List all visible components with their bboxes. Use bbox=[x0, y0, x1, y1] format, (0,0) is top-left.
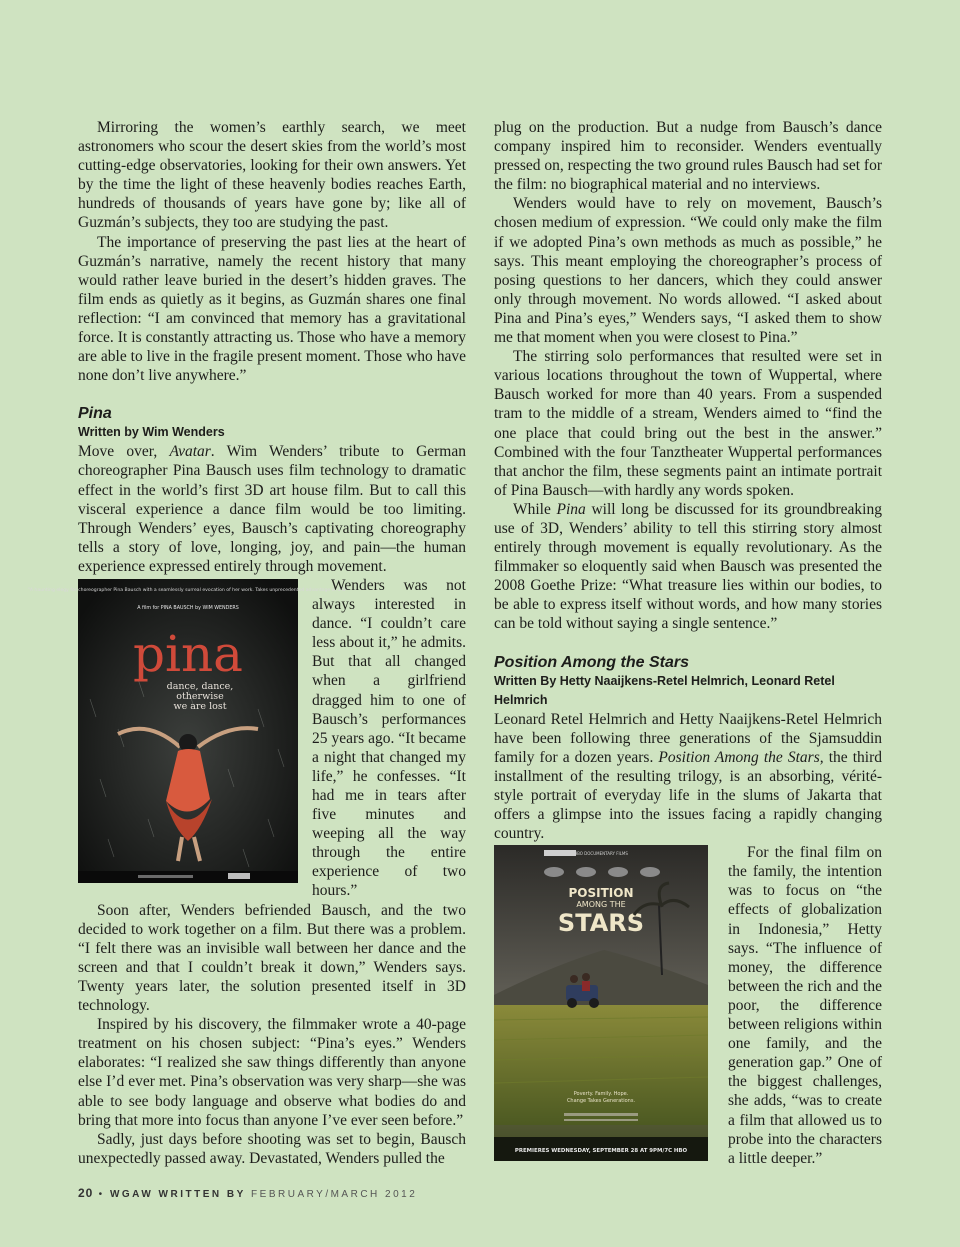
paragraph: Wenders was not always interested in dance. “I couldn’t care less about it,” he admits. But that all changed when a girlfriend dragged him to one of Bausch’s performances 25 years ago. “It became a night that changed my life,” he confesses. “It had me in tears after five minutes and weeping all the way through the entire experience of two hours.” bbox=[312, 576, 466, 900]
magazine-name: WGAW WRITTEN BY bbox=[109, 1189, 246, 1200]
issue-date: FEBRUARY/MARCH 2012 bbox=[251, 1189, 418, 1200]
poster-tagline: Change Takes Generations. bbox=[566, 1098, 636, 1105]
poster-credit: A film for PINA BAUSCH by WIM WENDERS bbox=[137, 605, 239, 611]
poster-premiere: PREMIERES WEDNESDAY, SEPTEMBER 28 AT 9PM/7C HBO bbox=[514, 1148, 688, 1155]
paragraph: Sadly, just days before shooting was set to begin, Bausch unexpectedly passed away. Devastated, Wenders pulled the bbox=[78, 1130, 466, 1167]
left-column bbox=[28, 118, 466, 1168]
poster-tagline: Poverty. Family. Hope. bbox=[573, 1091, 629, 1098]
section-title-pina: Pina bbox=[78, 405, 112, 423]
text-run: Leonard Retel Helmrich and Hetty Naaijkens-Retel Helmrich have been following three generations of the Sjamsuddin family for a dozen years. bbox=[494, 710, 882, 766]
poster-quote-line: “A haunting elegy for choreographer Pina Bausch with a seamlessly surreal evocation of her work. Takes unprecedented advantage of 3-D” bbox=[28, 587, 348, 593]
page-footer bbox=[78, 1186, 417, 1200]
paragraph: For the final film on the family, the intention was to focus on “the effects of globalization in Indonesia,” Hetty says. “The influence of money, the difference between the rich and the poor, the difference between religions within one family, and the generation gap.” One of the biggest challenges, she adds, “was to create a film that allowed us to probe into the characters a little deeper.” bbox=[728, 844, 882, 1167]
poster-title-line: STARS bbox=[557, 909, 645, 938]
poster-tagline: dance, dance, bbox=[166, 680, 234, 692]
hbo-logo-icon bbox=[544, 850, 576, 856]
paragraph: Soon after, Wenders befriended Bausch, and the two decided to work together on a film. But there was a problem. “I felt there was an invisible wall between her dance and the screen and that I couldn’t break it down,” Wenders says. Twenty years later, the solution presented itself in 3D technology. bbox=[78, 901, 466, 1015]
paragraph bbox=[78, 442, 466, 576]
right-column bbox=[494, 118, 882, 1168]
paragraph: The stirring solo performances that resulted were set in various locations throughout the town of Wuppertal, where Bausch worked for more than 40 years. From a suspended tram to the middle of a stream, Wenders aimed to “find the one place that could bring out the best in the answer.” Combined with the four Tanztheater Wuppertal performances that anchor the film, these segments paint an intimate portrait of Pina Bausch—with hardly any words spoken. bbox=[494, 348, 882, 499]
paragraph: Wenders would have to rely on movement, Bausch’s chosen medium of expression. “We could only make the film if we adopted Pina’s own methods as much as possible,” he says. This meant employing the choreographer’s process of posing questions to her dancers, which they could answer only through movement. No words allowed. “I asked about Pina and Pina’s eyes,” Wenders says, “I asked them to show me that moment when you were closest to Pina.” bbox=[494, 195, 882, 347]
byline-position: Written By Hetty Naaijkens-Retel Helmrich, Leonard Retel Helmrich bbox=[494, 673, 835, 707]
footer-separator: • bbox=[98, 1189, 105, 1200]
text-run: . Wim Wenders’ tribute to German choreographer Pina Bausch uses film technology to dramatic effect in the world’s first 3D art house film. But to call this visceral experience a dance film would be too limiting. Through Wenders’ eyes, Bausch’s captivating choreography tells a story of love, longing, joy, and pain—the human experience expressed entirely through movement. bbox=[78, 443, 466, 575]
pina-poster bbox=[28, 579, 348, 883]
pina-poster-image bbox=[28, 579, 348, 883]
byline-pina: Written by Wim Wenders bbox=[78, 425, 225, 440]
paragraph bbox=[494, 500, 882, 634]
poster-title-line: AMONG THE bbox=[576, 900, 626, 910]
page-number: 20 bbox=[78, 1186, 94, 1200]
poster-title: pina bbox=[132, 624, 244, 683]
film-title-pina: Pina bbox=[556, 500, 586, 518]
poster-tagline: we are lost bbox=[173, 700, 227, 712]
paragraph bbox=[494, 710, 882, 844]
text-run: will long be discussed for its groundbreaking use of 3D, Wenders’ ability to tell this stirring story almost entirely through movement is equally revolutionary. As the filmmaker so eloquently said when Bausch was presented the 2008 Goethe Prize: “What treasure lies within our bodies, to be able to express itself without words, and how many stories can be told without saying a single sentence.” bbox=[494, 500, 882, 633]
paragraph: Mirroring the women’s earthly search, we meet astronomers who scour the desert skies from the world’s most cutting-edge observatories, looking for their own answers. Yet by the time the light of these heavenly bodies reaches Earth, hundreds of thousands of years have gone by; like all of Guzmán’s subjects, they too are studying the past. bbox=[78, 119, 466, 232]
poster-tagline: otherwise bbox=[176, 690, 224, 702]
position-among-the-stars-poster bbox=[494, 845, 708, 1161]
section-title-position-among-the-stars: Position Among the Stars bbox=[494, 653, 689, 671]
poster-title-line: POSITION bbox=[568, 886, 634, 901]
text-run: the third installment of the resulting trilogy, is an absorbing, vérité-style portrait of everyday life in the slums of Jakarta that offers a glimpse into the issues facing a rapidly changing country. bbox=[494, 748, 882, 843]
film-title-position: Position Among the Stars, bbox=[658, 748, 824, 766]
film-title-avatar: Avatar bbox=[169, 443, 211, 461]
paragraph: The importance of preserving the past lies at the heart of Guzmán’s narrative, namely the recent history that many would rather leave buried in the desert’s hidden graves. The film ends as quietly as it begins, as Guzmán shares one final reflection: “I am convinced that memory has a gravitational force. It is constantly attracting us. Those who have a memory are able to live in the fragile present moment. Those who have none don’t live anywhere.” bbox=[78, 233, 466, 385]
text-run: While bbox=[513, 500, 557, 518]
text-run: Move over, bbox=[78, 443, 170, 461]
poster-logo: HBO DOCUMENTARY FILMS bbox=[574, 851, 628, 857]
paragraph: Inspired by his discovery, the filmmaker wrote a 40-page treatment on his chosen subject: “Pina’s eyes.” Wenders elaborates: “I realized she saw things differently than anyone else I’d ever met. Pina’s observation was very sharp—she was able to see body language and observe what bodies do and bring that more into focus than anyone I’ve ever seen before.” bbox=[78, 1016, 466, 1129]
position-poster-image bbox=[494, 845, 708, 1161]
poster-quote bbox=[28, 587, 348, 593]
paragraph: plug on the production. But a nudge from Bausch’s dance company inspired him to reconsider. Wenders eventually pressed on, respecting the two ground rules Bausch had set for the film: no biographical material and no interviews. bbox=[494, 119, 882, 194]
